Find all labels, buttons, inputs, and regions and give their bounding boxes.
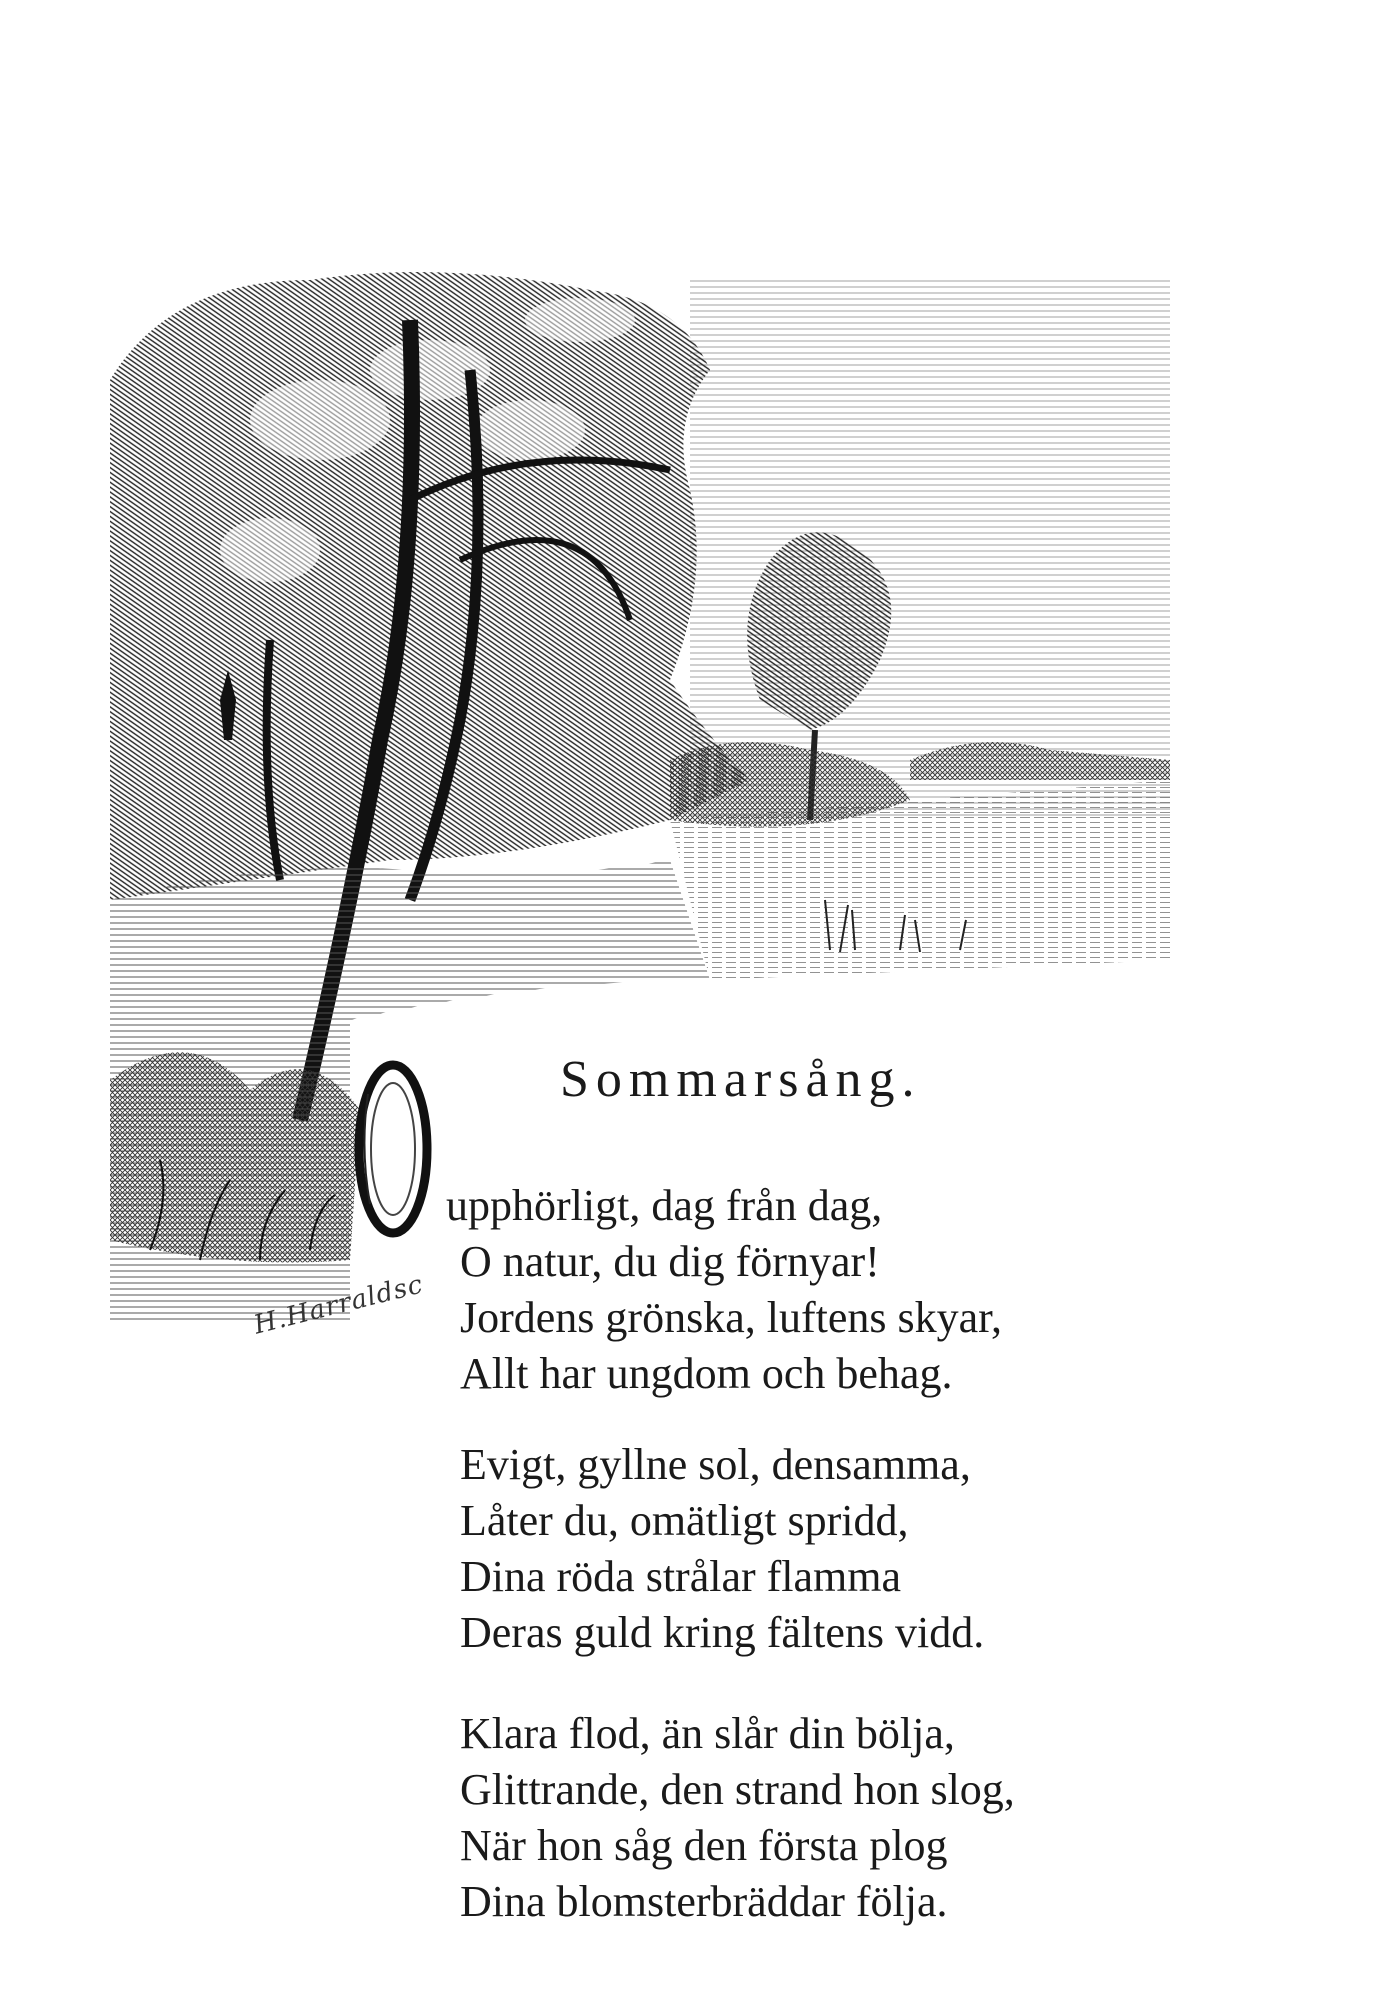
poem-line: När hon såg den första plog bbox=[460, 1821, 948, 1870]
stanza-2 bbox=[460, 1437, 984, 1661]
poem-line: Låter du, omätligt spridd, bbox=[460, 1496, 909, 1545]
stanza-3 bbox=[460, 1706, 1015, 1930]
landscape-engraving bbox=[110, 260, 1190, 1320]
sky bbox=[690, 280, 1170, 820]
stanza-1 bbox=[446, 1178, 1003, 1402]
poem-line: Evigt, gyllne sol, densamma, bbox=[460, 1440, 971, 1489]
poem-line: Allt har ungdom och behag. bbox=[460, 1349, 953, 1398]
poem-line: Glittrande, den strand hon slog, bbox=[460, 1765, 1015, 1814]
poem-line: Klara flod, än slår din bölja, bbox=[460, 1709, 955, 1758]
poem-title: Sommarsång. bbox=[560, 1051, 922, 1108]
engraver-signature: H.Harraldsc bbox=[250, 1269, 427, 1341]
poem-line: Jordens grönska, luftens skyar, bbox=[460, 1293, 1003, 1342]
poem-line: Dina blomsterbräddar följa. bbox=[460, 1877, 948, 1926]
poem-line: Dina röda strålar flamma bbox=[460, 1552, 902, 1601]
poem-line: upphörligt, dag från dag, bbox=[446, 1181, 883, 1230]
poem-line: Deras guld kring fältens vidd. bbox=[460, 1608, 985, 1657]
drop-cap-o bbox=[352, 1054, 434, 1244]
foreground-brush bbox=[110, 1052, 360, 1262]
poem-line: O natur, du dig förnyar! bbox=[460, 1237, 880, 1286]
